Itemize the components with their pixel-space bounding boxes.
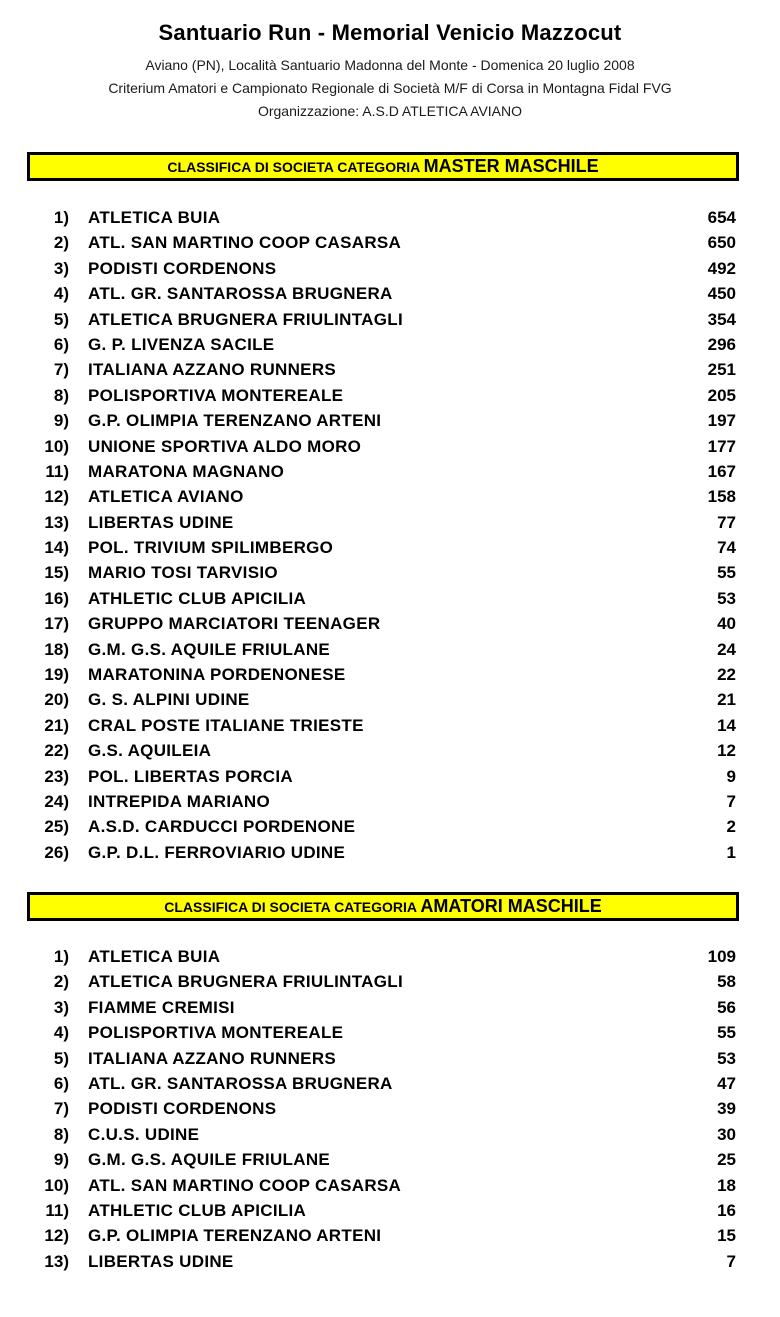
page-title: Santuario Run - Memorial Venicio Mazzocut (158, 20, 622, 45)
team-name: ATL. SAN MARTINO COOP CASARSA (88, 1175, 402, 1195)
rank-number: 15) (44, 563, 69, 583)
team-points: 24 (717, 639, 736, 659)
team-points: 450 (707, 284, 736, 304)
rank-number: 3) (53, 997, 69, 1017)
team-name: ATLETICA BRUGNERA FRIULINTAGLI (88, 309, 403, 329)
team-points: 12 (717, 741, 736, 761)
team-points: 25 (717, 1150, 736, 1170)
rank-number: 9) (53, 1150, 69, 1170)
rank-number: 23) (44, 766, 69, 786)
banner-category: AMATORI MASCHILE (420, 896, 602, 916)
team-points: 158 (707, 487, 736, 507)
rank-number: 2) (53, 972, 69, 992)
team-name: LIBERTAS UDINE (88, 1251, 234, 1271)
team-points: 21 (717, 690, 736, 710)
team-name: ATL. GR. SANTAROSSA BRUGNERA (88, 284, 393, 304)
team-points: 40 (717, 614, 736, 634)
team-name: POL. LIBERTAS PORCIA (88, 766, 293, 786)
rank-number: 11) (45, 1200, 69, 1220)
rank-number: 17) (44, 614, 69, 634)
team-name: MARATONA MAGNANO (88, 461, 285, 481)
team-name: UNIONE SPORTIVA ALDO MORO (88, 436, 362, 456)
team-name: C.U.S. UDINE (88, 1124, 200, 1144)
team-points: 14 (717, 715, 736, 735)
rank-number: 4) (53, 1023, 69, 1043)
team-name: ATL. SAN MARTINO COOP CASARSA (88, 233, 402, 253)
rank-number: 18) (44, 639, 69, 659)
team-points: 16 (717, 1200, 736, 1220)
rank-number: 21) (44, 715, 69, 735)
team-name: G.M. G.S. AQUILE FRIULANE (88, 1150, 331, 1170)
rank-number: 11) (45, 461, 69, 481)
master-ranking-list (0, 205, 780, 865)
ranking-row (0, 281, 780, 306)
team-name: ATL. GR. SANTAROSSA BRUGNERA (88, 1073, 393, 1093)
ranking-row (0, 1046, 780, 1071)
ranking-row (0, 944, 780, 969)
team-name: POL. TRIVIUM SPILIMBERGO (88, 538, 334, 558)
team-name: ATLETICA BRUGNERA FRIULINTAGLI (88, 972, 403, 992)
team-name: INTREPIDA MARIANO (88, 791, 271, 811)
document-header (0, 0, 780, 123)
amatori-category-banner (27, 892, 739, 921)
ranking-row (0, 535, 780, 560)
ranking-row (0, 1173, 780, 1198)
ranking-row (0, 814, 780, 839)
team-points: 9 (726, 766, 736, 786)
banner-prefix: CLASSIFICA DI SOCIETA CATEGORIA (167, 159, 424, 175)
rank-number: 5) (53, 1048, 69, 1068)
team-name: ATLETICA BUIA (88, 208, 221, 227)
team-name: FIAMME CREMISI (88, 997, 235, 1017)
rank-number: 7) (53, 360, 69, 380)
ranking-row (0, 560, 780, 585)
team-points: 30 (717, 1124, 736, 1144)
ranking-row (0, 713, 780, 738)
team-points: 74 (717, 538, 736, 558)
team-name: ATLETICA AVIANO (88, 487, 244, 507)
rank-number: 13) (44, 1251, 69, 1271)
ranking-row (0, 357, 780, 382)
rank-number: 13) (44, 512, 69, 532)
team-name: MARIO TOSI TARVISIO (88, 563, 278, 583)
team-name: G.P. OLIMPIA TERENZANO ARTENI (88, 1226, 382, 1246)
rank-number: 1) (53, 208, 69, 227)
team-points: 354 (707, 309, 736, 329)
team-name: MARATONINA PORDENONESE (88, 665, 346, 685)
ranking-row (0, 434, 780, 459)
ranking-row (0, 484, 780, 509)
event-location-date: Aviano (PN), Località Santuario Madonna del Monte - Domenica 20 luglio 2008 (145, 57, 635, 73)
team-points: 53 (717, 1048, 736, 1068)
ranking-row (0, 332, 780, 357)
team-name: ITALIANA AZZANO RUNNERS (88, 1048, 337, 1068)
team-points: 296 (707, 334, 736, 354)
team-points: 7 (726, 791, 736, 811)
ranking-row (0, 687, 780, 712)
team-name: G. S. ALPINI UDINE (88, 690, 250, 710)
team-name: PODISTI CORDENONS (88, 1099, 277, 1119)
rank-number: 10) (44, 436, 69, 456)
rank-number: 2) (53, 233, 69, 253)
ranking-row (0, 1147, 780, 1172)
rank-number: 4) (53, 284, 69, 304)
team-points: 56 (717, 997, 736, 1017)
team-name: G.M. G.S. AQUILE FRIULANE (88, 639, 331, 659)
team-points: 7 (726, 1251, 736, 1271)
team-points: 109 (707, 947, 736, 966)
ranking-row (0, 586, 780, 611)
team-points: 55 (717, 1023, 736, 1043)
ranking-row (0, 408, 780, 433)
rank-number: 22) (44, 741, 69, 761)
team-points: 650 (707, 233, 736, 253)
ranking-row (0, 995, 780, 1020)
ranking-row (0, 738, 780, 763)
team-name: POLISPORTIVA MONTEREALE (88, 1023, 344, 1043)
rank-number: 6) (53, 334, 69, 354)
ranking-row (0, 1223, 780, 1248)
ranking-row (0, 256, 780, 281)
team-name: G.P. OLIMPIA TERENZANO ARTENI (88, 411, 382, 431)
team-name: CRAL POSTE ITALIANE TRIESTE (88, 715, 364, 735)
team-name: ATHLETIC CLUB APICILIA (88, 588, 307, 608)
team-points: 2 (726, 817, 736, 837)
team-points: 47 (717, 1073, 736, 1093)
ranking-row (0, 764, 780, 789)
rank-number: 9) (53, 411, 69, 431)
banner-prefix: CLASSIFICA DI SOCIETA CATEGORIA (164, 899, 421, 915)
ranking-row (0, 205, 780, 230)
ranking-row (0, 789, 780, 814)
rank-number: 8) (53, 1124, 69, 1144)
rank-number: 3) (53, 258, 69, 278)
team-points: 251 (707, 360, 736, 380)
rank-number: 1) (53, 947, 69, 966)
ranking-row (0, 307, 780, 332)
ranking-row (0, 662, 780, 687)
banner-category: MASTER MASCHILE (423, 156, 599, 176)
team-name: LIBERTAS UDINE (88, 512, 234, 532)
rank-number: 5) (53, 309, 69, 329)
ranking-row (0, 1122, 780, 1147)
rank-number: 6) (53, 1073, 69, 1093)
rank-number: 26) (44, 842, 69, 862)
master-category-banner (27, 152, 739, 181)
team-name: ATHLETIC CLUB APICILIA (88, 1200, 307, 1220)
ranking-row (0, 383, 780, 408)
ranking-row (0, 637, 780, 662)
event-organizer: Organizzazione: A.S.D ATLETICA AVIANO (257, 103, 523, 119)
team-name: A.S.D. CARDUCCI PORDENONE (88, 817, 356, 837)
ranking-row (0, 230, 780, 255)
team-points: 654 (707, 208, 736, 227)
rank-number: 12) (44, 1226, 69, 1246)
rank-number: 16) (44, 588, 69, 608)
team-points: 55 (717, 563, 736, 583)
rank-number: 19) (44, 665, 69, 685)
team-name: ATLETICA BUIA (88, 947, 221, 966)
team-points: 77 (717, 512, 736, 532)
team-name: PODISTI CORDENONS (88, 258, 277, 278)
rank-number: 8) (53, 385, 69, 405)
rank-number: 25) (44, 817, 69, 837)
rank-number: 24) (44, 791, 69, 811)
ranking-row (0, 840, 780, 865)
team-name: G.P. D.L. FERROVIARIO UDINE (88, 842, 346, 862)
rank-number: 20) (44, 690, 69, 710)
team-points: 39 (717, 1099, 736, 1119)
ranking-row (0, 1096, 780, 1121)
ranking-row (0, 510, 780, 535)
ranking-row (0, 1249, 780, 1274)
ranking-row (0, 1071, 780, 1096)
team-points: 22 (717, 665, 736, 685)
team-name: POLISPORTIVA MONTEREALE (88, 385, 344, 405)
team-points: 205 (707, 385, 736, 405)
amatori-ranking-list (0, 944, 780, 1274)
ranking-row (0, 1020, 780, 1045)
team-points: 15 (717, 1226, 736, 1246)
team-name: ITALIANA AZZANO RUNNERS (88, 360, 337, 380)
team-name: G.S. AQUILEIA (88, 741, 212, 761)
team-points: 1 (726, 842, 736, 862)
team-name: G. P. LIVENZA SACILE (88, 334, 275, 354)
team-points: 167 (707, 461, 736, 481)
ranking-row (0, 459, 780, 484)
ranking-row (0, 1198, 780, 1223)
team-points: 197 (707, 411, 736, 431)
ranking-row (0, 611, 780, 636)
team-points: 492 (707, 258, 736, 278)
team-points: 177 (707, 436, 736, 456)
rank-number: 10) (44, 1175, 69, 1195)
team-name: GRUPPO MARCIATORI TEENAGER (88, 614, 381, 634)
event-description: Criterium Amatori e Campionato Regionale di Società M/F di Corsa in Montagna Fidal FVG (108, 80, 672, 96)
team-points: 58 (717, 972, 736, 992)
rank-number: 14) (44, 538, 69, 558)
rank-number: 7) (53, 1099, 69, 1119)
team-points: 53 (717, 588, 736, 608)
team-points: 18 (717, 1175, 736, 1195)
rank-number: 12) (44, 487, 69, 507)
ranking-row (0, 969, 780, 994)
